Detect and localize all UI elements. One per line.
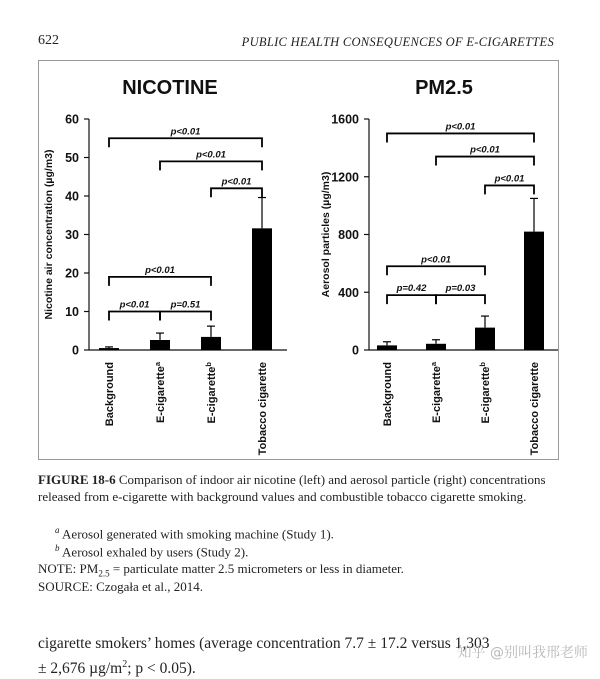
- y-tick-label: 10: [65, 305, 79, 319]
- category-label: E-cigarette$^b$: [204, 362, 218, 424]
- significance-label: p<0.01: [494, 173, 525, 185]
- bar: [426, 344, 446, 350]
- significance-bracket: [387, 295, 436, 304]
- y-tick-label: 400: [338, 285, 359, 300]
- category-label: E-cigarette$^a$: [429, 362, 443, 424]
- footnote-a: $^a$ Aerosol generated with smoking machine (Study 1).: [55, 525, 334, 542]
- footnote-b: $^b$ Aerosol exhaled by users (Study 2).: [55, 543, 249, 560]
- category-label: Tobacco cigarette: [257, 362, 269, 456]
- y-tick-label: 1200: [331, 170, 359, 185]
- bar: [99, 348, 119, 350]
- significance-label: p=0.42: [396, 283, 427, 295]
- chart-title: PM2.5: [415, 77, 473, 99]
- significance-bracket: [436, 157, 534, 166]
- category-label: Background: [104, 362, 116, 427]
- y-tick-label: 0: [72, 343, 79, 358]
- y-tick-label: 800: [338, 228, 359, 242]
- category-label: Background: [382, 362, 394, 427]
- significance-label: p<0.01: [196, 149, 226, 161]
- category-label: E-cigarette$^a$: [153, 362, 167, 424]
- y-tick-label: 40: [65, 189, 79, 204]
- significance-bracket: [109, 277, 211, 286]
- significance-bracket: [109, 138, 262, 147]
- significance-label: p=0.03: [445, 283, 476, 295]
- y-axis-label: Aerosol particles (µg/m3): [320, 171, 332, 298]
- significance-bracket: [485, 185, 534, 194]
- y-tick-label: 0: [352, 343, 359, 358]
- figure-note: NOTE: $PM_{2.5}$ = particulate matter 2.5 micrometers or less in diameter.: [38, 561, 404, 579]
- significance-label: p<0.01: [445, 121, 476, 133]
- pm25-chart: [320, 77, 558, 455]
- y-tick-label: 60: [65, 112, 79, 127]
- bar: [524, 232, 544, 350]
- significance-bracket: [211, 188, 262, 197]
- figure-label: FIGURE 18-6: [38, 472, 116, 487]
- running-title: PUBLIC HEALTH CONSEQUENCES OF E-CIGARETTES: [241, 35, 554, 49]
- significance-label: p<0.01: [221, 176, 252, 188]
- significance-bracket: [160, 312, 211, 321]
- significance-label: p<0.01: [470, 144, 500, 156]
- page-number: 622: [38, 33, 59, 48]
- figure-caption: [38, 471, 568, 505]
- significance-bracket: [387, 133, 534, 142]
- y-tick-label: 50: [65, 151, 79, 165]
- chart-title: NICOTINE: [122, 77, 218, 99]
- caption-text: Comparison of indoor air nicotine (left) and aerosol particle (right) concentrations released from e-cigarette with background values and combustible tobacco cigarette smoking.: [38, 472, 546, 504]
- category-label: Tobacco cigarette: [529, 362, 541, 456]
- bar: [150, 340, 170, 350]
- category-label: E-cigarette$^b$: [478, 362, 492, 424]
- y-tick-label: 1600: [331, 112, 359, 127]
- significance-label: p=0.51: [170, 299, 201, 311]
- y-tick-label: 20: [65, 266, 79, 281]
- significance-bracket: [109, 312, 160, 321]
- bar: [475, 328, 495, 350]
- significance-bracket: [387, 266, 485, 275]
- nicotine-chart: [43, 77, 287, 455]
- significance-label: p<0.01: [119, 299, 150, 311]
- significance-label: p<0.01: [145, 264, 175, 276]
- significance-label: p<0.01: [421, 254, 451, 266]
- y-axis-label: Nicotine air concentration (µg/m3): [43, 149, 55, 320]
- watermark: 知乎 @别叫我邢老师: [457, 645, 588, 661]
- significance-label: p<0.01: [170, 126, 201, 138]
- significance-bracket: [436, 295, 485, 304]
- y-tick-label: 30: [65, 228, 79, 242]
- figure-charts: [39, 61, 558, 459]
- body-line-1: cigarette smokers’ homes (average concentration 7.7 ± 17.2 versus 1,303: [38, 635, 490, 652]
- figure-panel: [38, 60, 559, 460]
- bar: [252, 228, 272, 350]
- body-line-2: ± 2,676 $\mu g/m^2$; p < 0.05).: [38, 659, 196, 678]
- bar: [377, 345, 397, 350]
- significance-bracket: [160, 161, 262, 170]
- bar: [201, 337, 221, 350]
- figure-source: SOURCE: Czogała et al., 2014.: [38, 579, 204, 594]
